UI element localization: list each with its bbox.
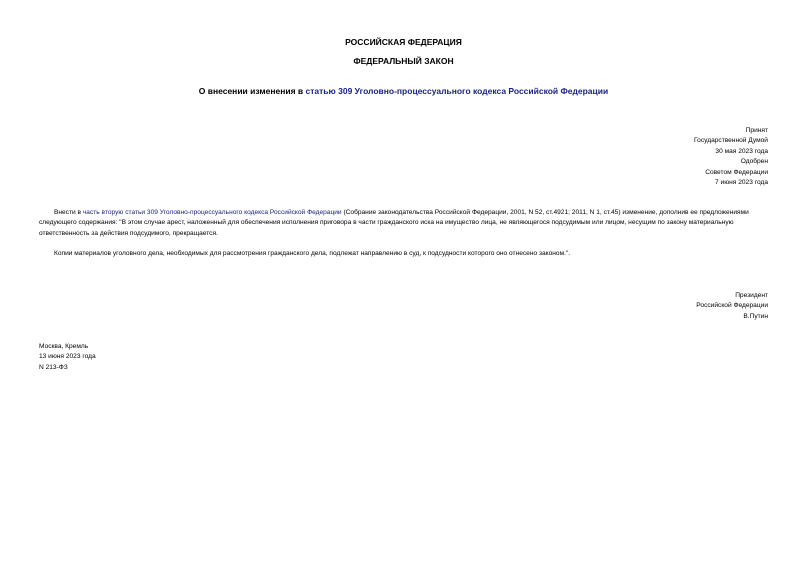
accepted-by: Государственной Думой (694, 137, 768, 145)
adoption-block (694, 126, 768, 188)
footer-place: Москва, Кремль (39, 343, 89, 350)
body-paragraph-1 (39, 208, 769, 239)
signature-block (696, 291, 768, 322)
footer-block (39, 342, 96, 373)
body-paragraph-2: Копии материалов уголовного дела, необходимых для рассмотрения гражданского дела, подлежат направлению в суд, к подсудности которого оно отнесено законом.". (54, 250, 571, 257)
signature-title: Президент (735, 292, 768, 299)
signature-name: В.Путин (743, 312, 768, 320)
document-law-type-heading: ФЕДЕРАЛЬНЫЙ ЗАКОН (353, 56, 454, 66)
article-309-part-2-link[interactable]: часть вторую статьи 309 Уголовно-процессуального кодекса Российской Федерации (82, 209, 342, 216)
footer-date: 13 июня 2023 года (39, 353, 96, 361)
document-title-prefix: О внесении изменения в (198, 86, 306, 96)
article-309-link[interactable]: статью 309 Уголовно-процессуального кодекса Российской Федерации (305, 86, 609, 96)
p1-rest: (Собрание законодательства Российской Федерации, 2001, N 52, ст.4921; 2011, N 1, ст.45) изменение, дополнив ее предложениями следующего содержания: "В этом случае арест, наложенный для обеспечения исполнения приговора в части гражданского иска на имущество лица, не являющегося подсудимым или лицом, несущим по закону материальную ответственность за действия подсудимого, прекращается. (39, 209, 749, 237)
approved-by: Советом Федерации (705, 168, 768, 176)
signature-country: Российской Федерации (696, 302, 768, 310)
approved-label: Одобрен (740, 158, 768, 166)
accepted-date: 30 мая 2023 года (715, 147, 768, 155)
approved-date: 7 июня 2023 года (715, 179, 768, 187)
footer-number: N 213-ФЗ (39, 363, 68, 371)
document-title (0, 86, 807, 97)
p1-prefix: Внести в (54, 209, 83, 216)
accepted-label: Принят (745, 127, 768, 134)
document-country-heading: РОССИЙСКАЯ ФЕДЕРАЦИЯ (345, 37, 462, 47)
